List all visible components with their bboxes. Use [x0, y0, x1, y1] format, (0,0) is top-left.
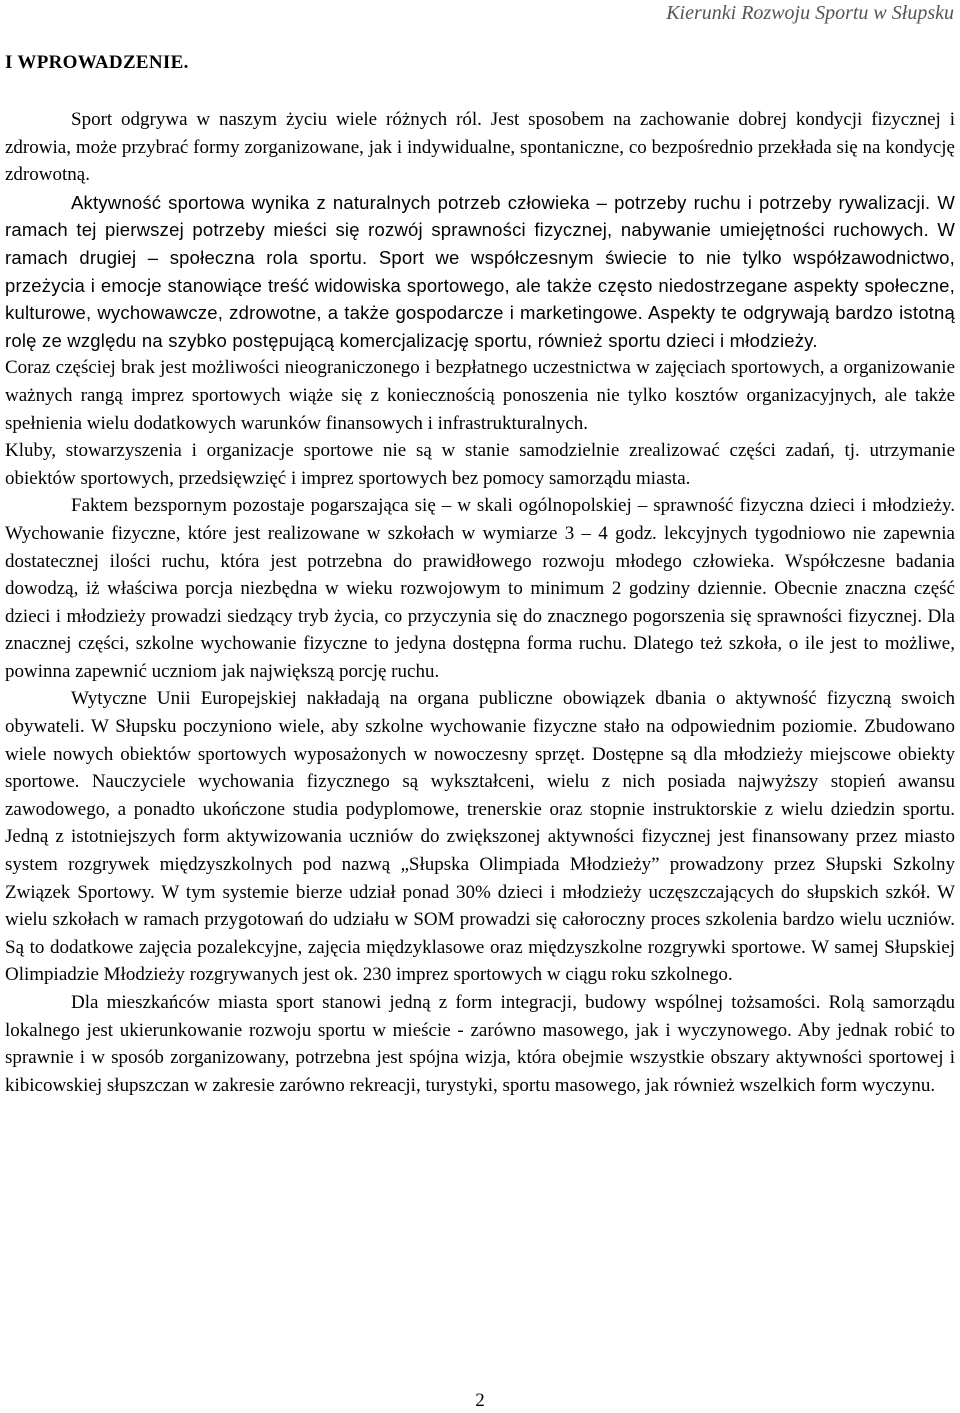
paragraph-costs: Coraz częściej brak jest możliwości nieograniczonego i bezpłatnego uczestnictwa w zajęciach sportowych, a organizowanie ważnych rangą imprez sportowych wiąże się z koniecznością ponoszenia nie tylko kosztów organizacyjnych, ale także spełnienia wielu dodatkowych warunków finansowych i infrastrukturalnych.: [5, 357, 955, 434]
paragraph-clubs: Kluby, stowarzyszenia i organizacje sportowe nie są w stanie samodzielnie zrealizować części zadań, tj. utrzymanie obiektów sportowych, przedsięwzięć i imprez sportowych bez pomocy samorządu miasta.: [5, 440, 955, 489]
paragraph-eu-guidelines: Wytyczne Unii Europejskiej nakładają na organa publiczne obowiązek dbania o aktywność fizyczną swoich obywateli. W Słupsku poczyniono wiele, aby szkolne wychowanie fizyczne stało na odpowiednim poziomie. Zbudowano wiele nowych obiektów sportowych wyposażonych w nowoczesny sprzęt. Dostępne są dla młodzieży miejscowe obiekty sportowe. Nauczyciele wychowania fizycznego są wykształceni, wielu z nich posiada najwyższy stopień awansu zawodowego, a ponadto ukończone studia podyplomowe, trenerskie oraz stopnie instruktorskie z wielu dziedzin sportu. Jedną z istotniejszych form aktywizowania uczniów do zwiększonej aktywności fizycznej jest finansowany przez miasto system rozgrywek międzyszkolnych pod nazwą „Słupska Olimpiada Młodzieży” prowadzony przez Słupski Szkolny Związek Sportowy. W tym systemie bierze udział ponad 30% dzieci i młodzieży uczęszczających do słupskich szkół. W wielu szkołach w ramach przygotowań do udziału w SOM prowadzi się całoroczny proces szkolenia bardzo wielu uczniów. Są to dodatkowe zajęcia pozalekcyjne, zajęcia międzyklasowe oraz międzyszkolne rozgrywki sportowe. W samej Słupskiej Olimpiadzie Młodzieży rozgrywanych jest ok. 230 imprez sportowych w ciągu roku szkolnego.: [5, 688, 955, 986]
paragraph-intro: Sport odgrywa w naszym życiu wiele różnych ról. Jest sposobem na zachowanie dobrej kondycji fizycznej i zdrowia, może przybrać formy zorganizowane, jak i indywidualne, spontaniczne, co bezpośrednio przekłada się na kondycję zdrowotną.: [5, 109, 955, 186]
paragraph-sport-activity: Aktywność sportowa wynika z naturalnych potrzeb człowieka – potrzeby ruchu i potrzeby rywalizacji. W ramach tej pierwszej potrzeby mieści się rozwój sprawności fizycznej, nabywanie umiejętności ruchowych. W ramach drugiej – społeczna rola sportu. Sport we współczesnym świecie to nie tylko współzawodnictwo, przeżycia i emocje stanowiące treść widowiska sportowego, ale także często niedostrzegane aspekty społeczne, kulturowe, wychowawcze, zdrowotne, a także gospodarcze i marketingowe. Aspekty te odgrywają bardzo istotną rolę ze względu na szybko postępującą komercjalizację sportu, również sportu dzieci i młodzieży.: [5, 191, 955, 351]
paragraph-integration: Dla mieszkańców miasta sport stanowi jedną z form integracji, budowy wspólnej tożsamości. Rolą samorządu lokalnego jest ukierunkowanie rozwoju sportu w mieście - zarówno masowego, jak i wyczynowego. Aby jednak robić to sprawnie i w sposób zorganizowany, potrzebna jest spójna wizja, która obejmie wszystkie obszary aktywności sportowej i kibicowskiej słupszczan w zakresie zarówno rekreacji, turystyki, sportu masowego, jak również wszelkich form wyczynu.: [5, 992, 955, 1096]
document-body: [5, 106, 955, 1099]
running-header: Kierunki Rozwoju Sportu w Słupsku: [666, 2, 954, 24]
page-number: 2: [475, 1390, 485, 1411]
paragraph-fitness: Faktem bezspornym pozostaje pogarszająca się – w skali ogólnopolskiej – sprawność fizyczna dzieci i młodzieży. Wychowanie fizyczne, które jest realizowane w szkołach w wymiarze 3 – 4 godz. lekcyjnych tygodniowo nie zapewnia dostatecznej ilości ruchu, która jest potrzebna do prawidłowego rozwoju młodego człowieka. Współczesne badania dowodzą, iż właściwa porcja niezbędna w wieku rozwojowym to minimum 2 godziny dziennie. Obecnie znaczna część dzieci i młodzieży prowadzi siedzący tryb życia, co przyczynia się do znacznego pogorszenia się sprawności fizycznej. Dla znacznej części, szkolne wychowanie fizyczne to jedyna dostępna forma ruchu. Dlatego też szkoła, o ile jest to możliwe, powinna zapewnić uczniom jak największą porcję ruchu.: [5, 495, 955, 682]
section-title: I WPROWADZENIE.: [5, 52, 189, 73]
